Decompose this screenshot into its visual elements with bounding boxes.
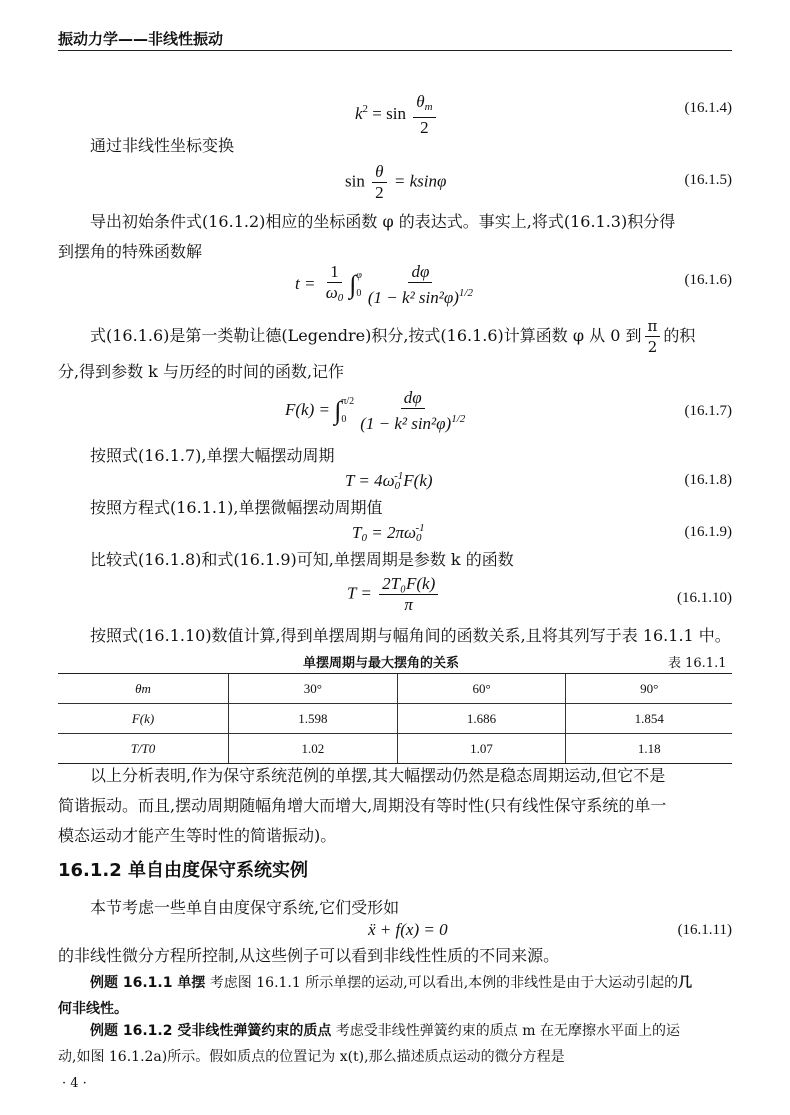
table-cell: 1.598 [229,704,398,734]
paragraph: 比较式(16.1.8)和式(16.1.9)可知,单摆周期是参数 k 的函数 [90,550,514,569]
paragraph: 按照式(16.1.10)数值计算,得到单摆周期与幅角间的函数关系,且将其列写于表 16.1.1 中。 [90,626,731,645]
table-cell: θm [58,674,229,704]
header-rule [58,50,732,51]
table-row [58,704,732,734]
table-cell: 1.02 [229,734,398,764]
paragraph: 导出初始条件式(16.1.2)相应的坐标函数 φ 的表达式。事实上,将式(16.1.3)积分得 [90,212,676,231]
equation-16-1-4: $k^2 = \sin$ $\frac{\theta_m}{2}$ [355,92,439,138]
example-16-1-1: 例题 16.1.1 单摆 考虑图 16.1.1 所示单摆的运动,可以看出,本例的非线性是由于大运动引起的几 [90,975,693,991]
table-cell: 60° [397,674,566,704]
data-table [58,673,732,764]
table-cell: F(k) [58,704,229,734]
eq-number: (16.1.8) [684,472,732,488]
equation-16-1-6: t = $\frac{1}{\omega_0}$ ∫ φ 0 $\frac{d\varphi}{(1 - k^2 \sin^2\varphi)^{1/2}}$ [295,262,473,307]
table-row [58,674,732,704]
running-header: 振动力学——非线性振动 [58,30,224,48]
example-line: 动,如图 16.1.2a)所示。假如质点的位置记为 x(t),那么描述质点运动的微分方程是 [58,1049,565,1065]
paragraph: 到摆角的特殊函数解 [58,242,203,261]
page-number: · 4 · [62,1076,87,1091]
section-heading: 16.1.2 单自由度保守系统实例 [58,860,309,881]
table-cell: 90° [566,674,732,704]
equation-16-1-9: $T_0 = 2\pi\omega_0^{-1}$ [352,522,425,544]
table-row [58,734,732,764]
table-cell: 1.854 [566,704,732,734]
paragraph: 的非线性微分方程所控制,从这些例子可以看到非线性性质的不同来源。 [58,946,560,965]
paragraph: 通过非线性坐标变换 [90,136,235,155]
paragraph: 按照式(16.1.7),单摆大幅摆动周期 [90,446,335,465]
paragraph: 按照方程式(16.1.1),单摆微幅摆动周期值 [90,498,383,517]
paragraph: 分,得到参数 k 与历经的时间的函数,记作 [58,362,345,381]
eq-number: (16.1.10) [677,590,732,606]
equation-16-1-5: sin $\frac{\theta}{2}$ = ksinφ [345,162,447,202]
table-cell: 30° [229,674,398,704]
table-cell: T/T0 [58,734,229,764]
example-line: 何非线性。 [58,1001,128,1017]
eq-number: (16.1.6) [684,272,732,288]
equation-16-1-7: F(k) = ∫ π/2 0 $\frac{d\varphi}{(1 - k^2 \sin^2\varphi)^{1/2}}$ [285,388,466,433]
eq-number: (16.1.7) [684,403,732,419]
paragraph: 式(16.1.6)是第一类勒让德(Legendre)积分,按式(16.1.6)计算函数 φ 从 0 到 $\frac{\pi}{2}$ 的积 [90,317,696,356]
equation-16-1-10: T = $\frac{\text{2T₀F(k)}}{\pi}$ [347,574,441,615]
paragraph: 以上分析表明,作为保守系统范例的单摆,其大幅摆动仍然是稳态周期运动,但它不是 [90,766,666,785]
table-cell: 1.07 [397,734,566,764]
equation-16-1-11: ẍ + f(x) = 0 [368,920,448,939]
table-cell: 1.686 [397,704,566,734]
paragraph: 简谐振动。而且,摆动周期随幅角增大而增大,周期没有等时性(只有线性保守系统的单一 [58,796,667,815]
paragraph: 模态运动才能产生等时性的简谐振动)。 [58,826,337,845]
example-16-1-2: 例题 16.1.2 受非线性弹簧约束的质点 考虑受非线性弹簧约束的质点 m 在无摩擦水平面上的运 [90,1023,680,1039]
eq-number: (16.1.4) [684,100,732,116]
table-caption: 单摆周期与最大摆角的关系 [303,656,460,671]
paragraph: 本节考虑一些单自由度保守系统,它们受形如 [90,898,400,917]
eq-number: (16.1.11) [677,922,732,938]
equation-16-1-8: $T = 4\omega_0^{-1}F(k)$ [345,470,433,492]
table-cell: 1.18 [566,734,732,764]
table-label: 表 16.1.1 [668,656,727,671]
eq-number: (16.1.9) [684,524,732,540]
eq-number: (16.1.5) [684,172,732,188]
